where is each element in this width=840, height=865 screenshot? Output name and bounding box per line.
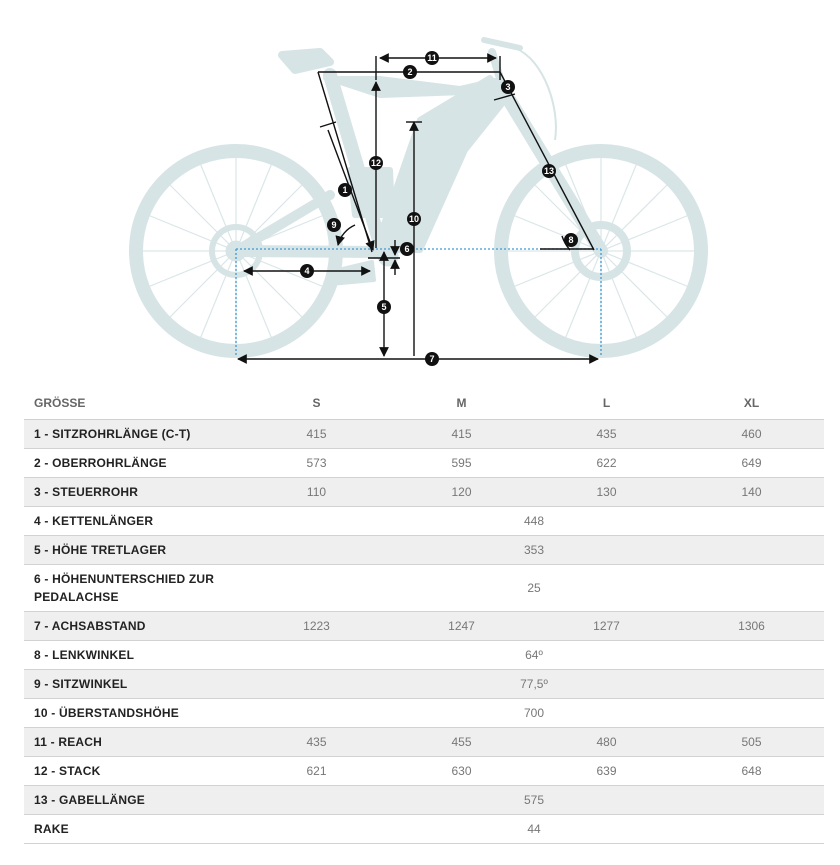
cell: 415 xyxy=(389,420,534,449)
cell: 77,5º xyxy=(244,670,824,699)
cell: 64º xyxy=(244,641,824,670)
table-row xyxy=(24,565,824,612)
table-row xyxy=(24,757,824,786)
cell: 435 xyxy=(534,420,679,449)
cell: 630 xyxy=(389,757,534,786)
cell: 460 xyxy=(679,420,824,449)
table-row xyxy=(24,420,824,449)
marker-5 xyxy=(377,300,391,314)
cell: 1247 xyxy=(389,612,534,641)
cell: 639 xyxy=(534,757,679,786)
bike-geometry-diagram xyxy=(0,0,840,380)
svg-text:11: 11 xyxy=(427,53,437,63)
row-label: 7 - ACHSABSTAND xyxy=(24,612,244,641)
svg-text:13: 13 xyxy=(543,166,555,176)
header-l: L xyxy=(534,386,679,420)
table-row xyxy=(24,786,824,815)
table-row xyxy=(24,507,824,536)
marker-6 xyxy=(400,242,414,256)
row-label: 2 - OBERROHRLÄNGE xyxy=(24,449,244,478)
header-s: S xyxy=(244,386,389,420)
cell: 649 xyxy=(679,449,824,478)
cell: 1277 xyxy=(534,612,679,641)
svg-text:4: 4 xyxy=(304,266,310,276)
row-label: RAKE xyxy=(24,815,244,844)
marker-11 xyxy=(425,51,439,65)
row-label: 5 - HÖHE TRETLAGER xyxy=(24,536,244,565)
table-row xyxy=(24,536,824,565)
row-label: 10 - ÜBERSTANDSHÖHE xyxy=(24,699,244,728)
cell: 505 xyxy=(679,728,824,757)
cell: 435 xyxy=(244,728,389,757)
table-row xyxy=(24,449,824,478)
marker-12 xyxy=(369,156,383,170)
marker-8 xyxy=(564,233,578,247)
marker-9 xyxy=(327,218,341,232)
table-row xyxy=(24,699,824,728)
cell: 130 xyxy=(534,478,679,507)
cell: 448 xyxy=(244,507,824,536)
cell: 140 xyxy=(679,478,824,507)
table-row xyxy=(24,728,824,757)
cell: 120 xyxy=(389,478,534,507)
row-label: 13 - GABELLÄNGE xyxy=(24,786,244,815)
marker-4 xyxy=(300,264,314,278)
row-label: 4 - KETTENLÄNGER xyxy=(24,507,244,536)
table-row xyxy=(24,612,824,641)
row-label: 3 - STEUERROHR xyxy=(24,478,244,507)
cell: 573 xyxy=(244,449,389,478)
header-size: GRÖSSE xyxy=(24,386,244,420)
svg-text:12: 12 xyxy=(370,158,382,168)
marker-13 xyxy=(542,164,556,178)
row-label: 9 - SITZWINKEL xyxy=(24,670,244,699)
cell: 648 xyxy=(679,757,824,786)
svg-text:6: 6 xyxy=(404,244,410,254)
cell: 700 xyxy=(244,699,824,728)
svg-text:3: 3 xyxy=(505,82,511,92)
marker-10 xyxy=(407,212,421,226)
marker-3 xyxy=(501,80,515,94)
cell: 595 xyxy=(389,449,534,478)
header-m: M xyxy=(389,386,534,420)
row-label: 12 - STACK xyxy=(24,757,244,786)
cell: 415 xyxy=(244,420,389,449)
svg-text:10: 10 xyxy=(408,214,420,224)
row-label: 1 - SITZROHRLÄNGE (C-T) xyxy=(24,420,244,449)
table-row xyxy=(24,478,824,507)
svg-text:7: 7 xyxy=(429,354,435,364)
table-row xyxy=(24,670,824,699)
marker-7 xyxy=(425,352,439,366)
cell: 44 xyxy=(244,815,824,844)
header-xl: XL xyxy=(679,386,824,420)
table-row xyxy=(24,815,824,844)
marker-1 xyxy=(338,183,352,197)
svg-text:2: 2 xyxy=(407,67,413,77)
geometry-table xyxy=(24,386,824,844)
cell: 110 xyxy=(244,478,389,507)
cell: 1223 xyxy=(244,612,389,641)
cell: 353 xyxy=(244,536,824,565)
cell: 455 xyxy=(389,728,534,757)
marker-2 xyxy=(403,65,417,79)
cell: 25 xyxy=(244,565,824,612)
cell: 621 xyxy=(244,757,389,786)
row-label: 8 - LENKWINKEL xyxy=(24,641,244,670)
svg-text:8: 8 xyxy=(568,235,574,245)
svg-text:5: 5 xyxy=(381,302,387,312)
cell: 1306 xyxy=(679,612,824,641)
row-label: 6 - HÖHENUNTERSCHIED ZUR PEDALACHSE xyxy=(24,565,244,612)
cell: 480 xyxy=(534,728,679,757)
svg-text:9: 9 xyxy=(331,220,337,230)
svg-text:1: 1 xyxy=(342,185,348,195)
cell: 622 xyxy=(534,449,679,478)
cell: 575 xyxy=(244,786,824,815)
table-header-row xyxy=(24,386,824,420)
row-label: 11 - REACH xyxy=(24,728,244,757)
table-row xyxy=(24,641,824,670)
